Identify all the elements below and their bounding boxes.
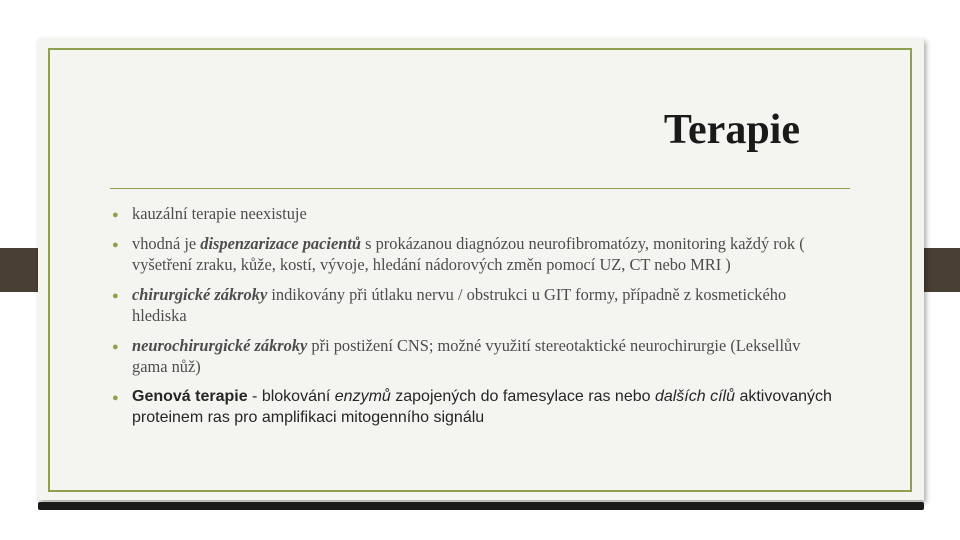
bullet-item — [112, 284, 832, 326]
bullet-item — [112, 335, 832, 377]
bullet-bold: Genová terapie — [132, 388, 248, 405]
bullet-dot-icon: ● — [112, 392, 119, 404]
bullet-text-pre: vhodná je — [132, 234, 201, 253]
bullet-emphasis: neurochirurgické zákroky — [132, 336, 308, 355]
bullet-item — [112, 386, 832, 428]
slide-bottom-bar — [38, 502, 924, 510]
bullet-dot-icon: ● — [112, 341, 119, 353]
bullet-text-part3: aktivovaných proteinem ras pro amplifikaci mitogenního signálu — [132, 388, 832, 426]
bullet-item — [112, 233, 832, 275]
title-divider — [110, 188, 850, 189]
bullet-text-part2: zapojených do famesylace ras nebo — [390, 388, 655, 405]
bullet-text-post: s prokázanou diagnózou neurofibromatózy, monitoring každý rok ( vyšetření zraku, kůže, kostí, vývoje, hledání nádorových změn pomocí UZ, CT nebo MRI ) — [132, 234, 805, 274]
slide-title: Terapie — [663, 107, 800, 153]
bullet-text-post: při postižení CNS; možné využití stereotaktické neurochirurgie (Leksellův gama nůž) — [132, 336, 801, 376]
bullet-italic-1: enzymů — [334, 388, 391, 405]
left-decor-tab — [0, 248, 40, 292]
bullet-dot-icon: ● — [112, 290, 119, 302]
bullet-emphasis: chirurgické zákroky — [132, 285, 268, 304]
bullet-text: kauzální terapie neexistuje — [132, 204, 307, 223]
bullet-item — [112, 203, 832, 224]
bullet-emphasis: dispenzarizace pacientů — [200, 234, 362, 253]
bullet-text-part1: - blokování — [247, 388, 335, 405]
bullet-text-post: indikovány při útlaku nervu / obstrukci u GIT formy, případně z kosmetického hlediska — [132, 285, 787, 325]
bullet-dot-icon: ● — [112, 239, 119, 251]
bullet-dot-icon: ● — [112, 209, 119, 221]
bullet-italic-2: dalších cílů — [654, 388, 735, 405]
bullet-list — [112, 203, 832, 437]
